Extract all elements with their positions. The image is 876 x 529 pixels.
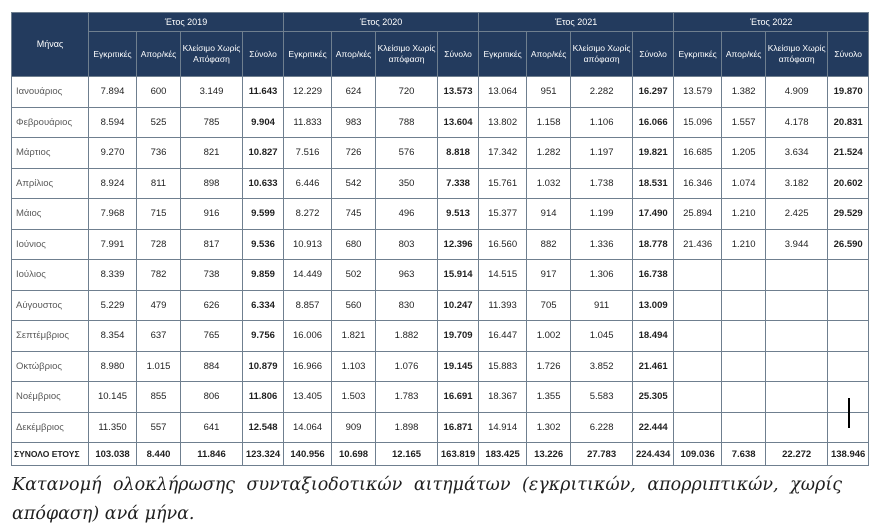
value-cell: 914 <box>527 199 571 230</box>
value-cell: 16.346 <box>674 168 722 199</box>
year-header: Έτος 2020 <box>284 13 479 32</box>
value-cell: 140.956 <box>284 443 332 466</box>
value-cell: 350 <box>376 168 438 199</box>
value-cell: 855 <box>137 382 181 413</box>
value-cell: 1.045 <box>571 321 633 352</box>
value-cell: 6.446 <box>284 168 332 199</box>
value-cell: 18.367 <box>479 382 527 413</box>
value-cell: 898 <box>181 168 243 199</box>
value-cell: 13.405 <box>284 382 332 413</box>
table-row <box>12 412 869 443</box>
value-cell: 10.913 <box>284 229 332 260</box>
sum-cell: 18.531 <box>633 168 674 199</box>
value-cell <box>722 382 766 413</box>
value-cell: 502 <box>332 260 376 291</box>
value-cell <box>766 321 828 352</box>
value-cell <box>674 290 722 321</box>
value-cell: 576 <box>376 138 438 169</box>
sum-cell: 21.461 <box>633 351 674 382</box>
value-cell: 1.158 <box>527 107 571 138</box>
value-cell: 16.006 <box>284 321 332 352</box>
sum-cell: 13.573 <box>438 77 479 108</box>
value-cell: 1.882 <box>376 321 438 352</box>
sum-cell: 138.946 <box>828 443 869 466</box>
value-cell: 1.503 <box>332 382 376 413</box>
value-cell: 7.638 <box>722 443 766 466</box>
year-header-row <box>12 13 869 32</box>
value-cell: 1.197 <box>571 138 633 169</box>
month-cell: Οκτώβριος <box>12 351 89 382</box>
value-cell: 785 <box>181 107 243 138</box>
value-cell: 4.178 <box>766 107 828 138</box>
value-cell: 1.210 <box>722 199 766 230</box>
value-cell <box>722 412 766 443</box>
value-cell: 13.064 <box>479 77 527 108</box>
sum-cell: 20.831 <box>828 107 869 138</box>
sum-cell: 17.490 <box>633 199 674 230</box>
sum-cell: 12.548 <box>243 412 284 443</box>
value-cell <box>722 260 766 291</box>
value-cell: 10.145 <box>89 382 137 413</box>
value-cell: 909 <box>332 412 376 443</box>
value-cell: 641 <box>181 412 243 443</box>
value-cell <box>674 412 722 443</box>
value-cell <box>766 351 828 382</box>
value-cell: 1.032 <box>527 168 571 199</box>
value-cell: 3.944 <box>766 229 828 260</box>
value-cell <box>674 382 722 413</box>
value-cell: 884 <box>181 351 243 382</box>
sum-cell: 16.871 <box>438 412 479 443</box>
value-cell: 715 <box>137 199 181 230</box>
sum-cell: 224.434 <box>633 443 674 466</box>
value-cell: 1.106 <box>571 107 633 138</box>
sum-cell: 21.524 <box>828 138 869 169</box>
value-cell: 11.833 <box>284 107 332 138</box>
column-header: Εγκριτικές <box>674 32 722 77</box>
sum-cell: 19.870 <box>828 77 869 108</box>
value-cell: 624 <box>332 77 376 108</box>
value-cell: 17.342 <box>479 138 527 169</box>
value-cell: 13.226 <box>527 443 571 466</box>
monthly-pension-table <box>11 12 869 466</box>
column-header-row <box>12 32 869 77</box>
value-cell: 637 <box>137 321 181 352</box>
value-cell: 11.393 <box>479 290 527 321</box>
sum-cell <box>828 290 869 321</box>
sum-cell: 10.247 <box>438 290 479 321</box>
value-cell: 14.449 <box>284 260 332 291</box>
value-cell: 1.074 <box>722 168 766 199</box>
value-cell: 1.282 <box>527 138 571 169</box>
value-cell: 830 <box>376 290 438 321</box>
value-cell: 542 <box>332 168 376 199</box>
value-cell: 963 <box>376 260 438 291</box>
column-header: Σύνολο <box>828 32 869 77</box>
sum-cell: 25.305 <box>633 382 674 413</box>
value-cell: 12.165 <box>376 443 438 466</box>
value-cell: 8.339 <box>89 260 137 291</box>
column-header: Κλείσιμο Χωρίς απόφαση <box>571 32 633 77</box>
value-cell: 1.738 <box>571 168 633 199</box>
value-cell: 1.382 <box>722 77 766 108</box>
value-cell: 1.355 <box>527 382 571 413</box>
table-row <box>12 199 869 230</box>
value-cell: 745 <box>332 199 376 230</box>
value-cell: 1.015 <box>137 351 181 382</box>
value-cell: 882 <box>527 229 571 260</box>
column-header: Σύνολο <box>243 32 284 77</box>
value-cell: 14.064 <box>284 412 332 443</box>
sum-cell <box>828 260 869 291</box>
value-cell: 15.761 <box>479 168 527 199</box>
value-cell: 951 <box>527 77 571 108</box>
value-cell: 183.425 <box>479 443 527 466</box>
value-cell: 983 <box>332 107 376 138</box>
sum-cell <box>828 321 869 352</box>
sum-cell: 8.818 <box>438 138 479 169</box>
value-cell: 811 <box>137 168 181 199</box>
value-cell: 2.425 <box>766 199 828 230</box>
value-cell: 5.229 <box>89 290 137 321</box>
column-header: Απορ/κές <box>722 32 766 77</box>
value-cell: 726 <box>332 138 376 169</box>
month-cell: Μάιος <box>12 199 89 230</box>
sum-cell: 9.536 <box>243 229 284 260</box>
value-cell <box>766 382 828 413</box>
table-caption: Κατανομή ολοκλήρωσης συνταξιοδοτικών αιτημάτων (εγκριτικών, απορριπτικών, χωρίς απόφαση) ανά μήνα. <box>12 474 842 524</box>
value-cell: 15.096 <box>674 107 722 138</box>
value-cell <box>766 412 828 443</box>
column-header: Απορ/κές <box>137 32 181 77</box>
table-end-marker <box>848 398 850 428</box>
table-row <box>12 107 869 138</box>
value-cell: 8.857 <box>284 290 332 321</box>
value-cell: 917 <box>527 260 571 291</box>
value-cell: 782 <box>137 260 181 291</box>
value-cell: 680 <box>332 229 376 260</box>
sum-cell: 16.691 <box>438 382 479 413</box>
value-cell: 7.516 <box>284 138 332 169</box>
column-header: Εγκριτικές <box>89 32 137 77</box>
value-cell: 8.980 <box>89 351 137 382</box>
sum-cell: 29.529 <box>828 199 869 230</box>
value-cell: 8.354 <box>89 321 137 352</box>
value-cell: 1.199 <box>571 199 633 230</box>
table-row <box>12 382 869 413</box>
table-row <box>12 260 869 291</box>
value-cell: 1.726 <box>527 351 571 382</box>
value-cell <box>766 260 828 291</box>
value-cell: 7.894 <box>89 77 137 108</box>
table-row <box>12 229 869 260</box>
value-cell: 2.282 <box>571 77 633 108</box>
value-cell: 11.846 <box>181 443 243 466</box>
sum-cell: 9.859 <box>243 260 284 291</box>
sum-cell: 19.709 <box>438 321 479 352</box>
value-cell: 16.966 <box>284 351 332 382</box>
sum-cell: 10.879 <box>243 351 284 382</box>
column-header: Κλείσιμο Χωρίς απόφαση <box>376 32 438 77</box>
sum-cell: 13.604 <box>438 107 479 138</box>
value-cell: 10.698 <box>332 443 376 466</box>
value-cell: 496 <box>376 199 438 230</box>
value-cell: 6.228 <box>571 412 633 443</box>
column-header: Σύνολο <box>438 32 479 77</box>
value-cell: 736 <box>137 138 181 169</box>
value-cell <box>766 290 828 321</box>
value-cell: 1.302 <box>527 412 571 443</box>
value-cell: 806 <box>181 382 243 413</box>
sum-cell: 19.145 <box>438 351 479 382</box>
month-cell: Απρίλιος <box>12 168 89 199</box>
sum-cell: 15.914 <box>438 260 479 291</box>
sum-cell: 16.297 <box>633 77 674 108</box>
column-header: Κλείσιμο Χωρίς απόφαση <box>766 32 828 77</box>
sum-cell: 163.819 <box>438 443 479 466</box>
value-cell: 12.229 <box>284 77 332 108</box>
table-row <box>12 168 869 199</box>
value-cell: 1.210 <box>722 229 766 260</box>
value-cell: 22.272 <box>766 443 828 466</box>
value-cell: 27.783 <box>571 443 633 466</box>
value-cell: 1.076 <box>376 351 438 382</box>
value-cell: 16.560 <box>479 229 527 260</box>
value-cell: 817 <box>181 229 243 260</box>
value-cell <box>674 260 722 291</box>
value-cell: 705 <box>527 290 571 321</box>
sum-cell: 123.324 <box>243 443 284 466</box>
sum-cell: 19.821 <box>633 138 674 169</box>
value-cell: 560 <box>332 290 376 321</box>
value-cell: 109.036 <box>674 443 722 466</box>
sum-cell: 9.513 <box>438 199 479 230</box>
month-cell: Αύγουστος <box>12 290 89 321</box>
column-header: Σύνολο <box>633 32 674 77</box>
value-cell: 25.894 <box>674 199 722 230</box>
sum-cell: 12.396 <box>438 229 479 260</box>
table-row <box>12 138 869 169</box>
value-cell: 728 <box>137 229 181 260</box>
value-cell <box>674 351 722 382</box>
value-cell: 600 <box>137 77 181 108</box>
value-cell: 1.898 <box>376 412 438 443</box>
sum-cell: 13.009 <box>633 290 674 321</box>
month-cell: Ιούλιος <box>12 260 89 291</box>
value-cell: 5.583 <box>571 382 633 413</box>
value-cell: 7.991 <box>89 229 137 260</box>
value-cell: 8.440 <box>137 443 181 466</box>
table-row <box>12 351 869 382</box>
value-cell: 1.783 <box>376 382 438 413</box>
value-cell: 720 <box>376 77 438 108</box>
value-cell: 765 <box>181 321 243 352</box>
value-cell: 821 <box>181 138 243 169</box>
table-row <box>12 290 869 321</box>
total-row <box>12 443 869 466</box>
value-cell: 13.802 <box>479 107 527 138</box>
sum-cell <box>828 351 869 382</box>
sum-cell: 18.778 <box>633 229 674 260</box>
month-cell: Νοέμβριος <box>12 382 89 413</box>
sum-cell: 10.827 <box>243 138 284 169</box>
sum-cell: 26.590 <box>828 229 869 260</box>
sum-cell: 7.338 <box>438 168 479 199</box>
month-cell: ΣΥΝΟΛΟ ΕΤΟΥΣ <box>12 443 89 466</box>
column-header: Απορ/κές <box>527 32 571 77</box>
value-cell <box>722 321 766 352</box>
value-cell: 3.634 <box>766 138 828 169</box>
value-cell <box>674 321 722 352</box>
value-cell: 916 <box>181 199 243 230</box>
month-cell: Σεπτέμβριος <box>12 321 89 352</box>
sum-cell: 9.756 <box>243 321 284 352</box>
value-cell <box>722 351 766 382</box>
value-cell: 1.103 <box>332 351 376 382</box>
value-cell: 1.557 <box>722 107 766 138</box>
column-header: Κλείσιμο Χωρίς Απόφαση <box>181 32 243 77</box>
value-cell: 4.909 <box>766 77 828 108</box>
column-header: Απορ/κές <box>332 32 376 77</box>
month-cell: Ιανουάριος <box>12 77 89 108</box>
value-cell: 803 <box>376 229 438 260</box>
month-column-header: Μήνας <box>12 13 89 77</box>
value-cell: 626 <box>181 290 243 321</box>
column-header: Εγκριτικές <box>479 32 527 77</box>
value-cell: 911 <box>571 290 633 321</box>
sum-cell: 22.444 <box>633 412 674 443</box>
value-cell: 14.914 <box>479 412 527 443</box>
value-cell: 479 <box>137 290 181 321</box>
month-cell: Ιούνιος <box>12 229 89 260</box>
column-header: Εγκριτικές <box>284 32 332 77</box>
value-cell: 14.515 <box>479 260 527 291</box>
table-row <box>12 77 869 108</box>
value-cell: 1.336 <box>571 229 633 260</box>
value-cell: 788 <box>376 107 438 138</box>
value-cell: 1.306 <box>571 260 633 291</box>
month-cell: Φεβρουάριος <box>12 107 89 138</box>
value-cell: 15.883 <box>479 351 527 382</box>
value-cell: 3.149 <box>181 77 243 108</box>
value-cell: 3.852 <box>571 351 633 382</box>
value-cell: 557 <box>137 412 181 443</box>
value-cell: 1.002 <box>527 321 571 352</box>
value-cell: 3.182 <box>766 168 828 199</box>
sum-cell: 18.494 <box>633 321 674 352</box>
value-cell: 8.924 <box>89 168 137 199</box>
value-cell: 1.821 <box>332 321 376 352</box>
value-cell: 103.038 <box>89 443 137 466</box>
sum-cell: 11.806 <box>243 382 284 413</box>
sum-cell: 11.643 <box>243 77 284 108</box>
sum-cell: 9.904 <box>243 107 284 138</box>
month-cell: Δεκέμβριος <box>12 412 89 443</box>
value-cell: 13.579 <box>674 77 722 108</box>
value-cell: 16.447 <box>479 321 527 352</box>
value-cell: 1.205 <box>722 138 766 169</box>
year-header: Έτος 2021 <box>479 13 674 32</box>
table-row <box>12 321 869 352</box>
sum-cell: 9.599 <box>243 199 284 230</box>
sum-cell: 20.602 <box>828 168 869 199</box>
value-cell: 8.272 <box>284 199 332 230</box>
value-cell: 11.350 <box>89 412 137 443</box>
year-header: Έτος 2019 <box>89 13 284 32</box>
value-cell: 8.594 <box>89 107 137 138</box>
value-cell <box>722 290 766 321</box>
value-cell: 21.436 <box>674 229 722 260</box>
sum-cell: 16.066 <box>633 107 674 138</box>
sum-cell: 16.738 <box>633 260 674 291</box>
value-cell: 525 <box>137 107 181 138</box>
value-cell: 738 <box>181 260 243 291</box>
month-cell: Μάρτιος <box>12 138 89 169</box>
year-header: Έτος 2022 <box>674 13 869 32</box>
sum-cell: 6.334 <box>243 290 284 321</box>
value-cell: 15.377 <box>479 199 527 230</box>
sum-cell: 10.633 <box>243 168 284 199</box>
value-cell: 9.270 <box>89 138 137 169</box>
value-cell: 16.685 <box>674 138 722 169</box>
value-cell: 7.968 <box>89 199 137 230</box>
